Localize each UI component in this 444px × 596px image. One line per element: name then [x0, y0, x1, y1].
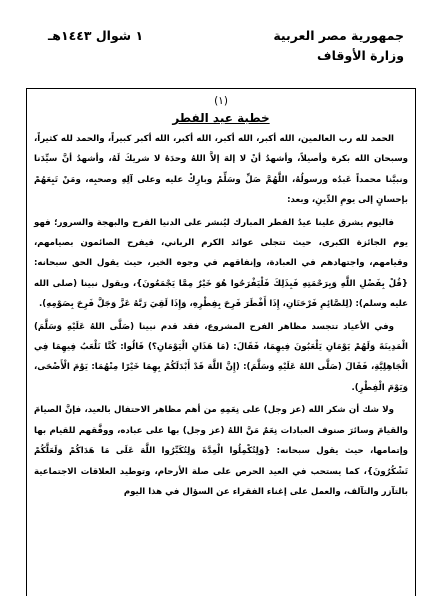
- khutba-frame: [26, 88, 416, 596]
- body-paragraph: ولا شك أن شكر الله (عز وجل) على نِعَمِهِ من أهم مظاهر الاحتفال بالعيد، فإنَّ الصيامَ والقيامَ وسائرَ صنوف العبادات نِعَمٌ مَنَّ اللهُ (عز وجل) بها على عباده، ووفَّقهم للقيام بها وإتمامها، حيث يقول سبحانه: {وَلِتُكْمِلُوا الْعِدَّةَ وَلِتُكَبِّرُوا اللَّهَ عَلَى مَا هَدَاكُمْ وَلَعَلَّكُمْ تَشْكُرُونَ}، كما يستحب في العيد الحرص على صلة الأرحام، وتوطيد العلاقات الاجتماعية بالتآزر والتآلف، والعمل على إغناء الفقراء عن السؤال في هذا اليوم: [34, 405, 408, 497]
- body-paragraph: فاليوم يشرق علينا عيدُ الفطر المبارك ليُنشر على الدنيا الفرح والبهجة والسرور؛ فهو يوم الجائزة الكبرى، حيث تتجلى عوائد الكرم الرباني، فيفرح الصائمون بصيامهم، وقيامهم، واجتهادهم في العبادة، وإنفاقهم في وجوه الخير، حيث يقول الحق سبحانه: {قُلْ بِفَضْلِ اللَّهِ وَبِرَحْمَتِهِ فَبِذَلِكَ فَلْيَفْرَحُوا هُوَ خَيْرٌ مِمَّا يَجْمَعُونَ}، ويقول نبينا (صلى الله عليه وسلم): (لِلصَّائِمِ فَرْحَتَانِ، إِذَا أَفْطَرَ فَرِحَ بِفِطْرِهِ، وَإِذَا لَقِيَ رَبَّهُ عَزَّ وَجَلَّ فَرِحَ بِصَوْمِهِ).: [34, 217, 408, 310]
- hijri-date: ١ شوال ١٤٤٣هـ: [48, 28, 144, 43]
- ministry-name: وزارة الأوقاف: [317, 48, 404, 63]
- country-name: جمهورية مصر العربية: [273, 28, 404, 43]
- khutba-title: خطبة عيد الفطر: [172, 111, 270, 125]
- khutba-number: (١): [214, 95, 228, 107]
- opening-paragraph: الحمد لله رب العالمين، الله أكبر، الله أكبر، الله أكبر، الله أكبر كبيراً، والحمد لله كثيراً، وسبحان الله بكرة وأصيلاً، وأشهدُ أنْ لا إلهَ إلاَّ اللهُ وحدَهُ لا شريكَ لَهُ، وأشهدُ أنَّ سيِّدَنا ونبيَّنا محمداً عَبدُه ورسولُهُ، اللَّهُمَّ صَلِّ وسَلِّمْ وبارِكْ عليه وعلى آلِهِ وصحبِه، ومَنْ تَبِعَهُمْ بإحسانٍ إلى يومِ الدِّينِ، وبعد:: [34, 134, 408, 206]
- page-header-right: [273, 26, 404, 66]
- page-header-date: [48, 26, 143, 46]
- body-paragraph: وفي الأعياد تتجسد مظاهر الفرح المشروع، فقد قدم نبينا (صَلَّى اللهُ عَلَيْهِ وَسَلَّمَ) الْمَدِينَةَ وَلَهُمْ يَوْمَانِ يَلْعَبُونَ فِيهِمَا، فَقَالَ: (مَا هَذَانِ الْيَوْمَانِ؟) قَالُوا: كُنَّا نَلْعَبُ فِيهِمَا فِي الْجَاهِلِيَّةِ، فَقَالَ (صَلَّى اللهُ عَلَيْهِ وَسَلَّمَ): (إِنَّ اللَّهَ قَدْ أَبْدَلَكُمْ بِهِمَا خَيْرًا مِنْهُمَا: يَوْمَ الْأَضْحَى، وَيَوْمَ الْفِطْرِ).: [34, 321, 408, 393]
